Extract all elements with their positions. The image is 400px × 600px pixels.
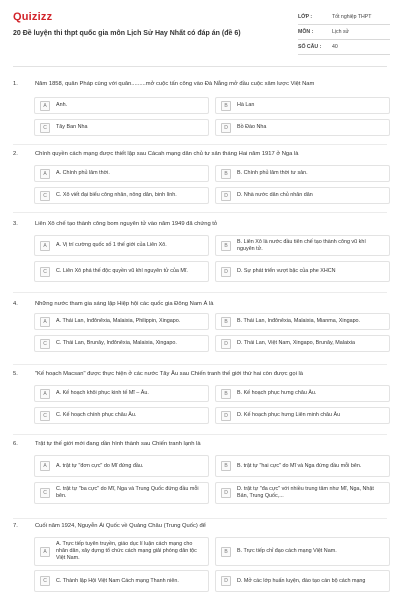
answer-options [34,313,390,352]
option-letter: A [40,547,50,557]
question-number: 6. [13,441,18,447]
option-text: C. Liên Xô phá thế độc quyền vũ khí nguyên tử của Mĩ. [56,268,188,274]
answer-options [34,537,390,592]
question-divider [13,212,387,213]
option-text: Tây Ban Nha [56,124,88,130]
answer-option-a[interactable] [34,385,209,402]
question-stem [13,522,387,530]
meta-key: SỐ CÂU : [298,44,322,50]
question-divider [13,144,387,145]
question-divider [13,518,387,519]
option-text: A. Chính phủ lâm thời. [56,170,110,176]
answer-option-c[interactable] [34,119,209,136]
question-text: Chính quyền cách mạng được thiết lập sau Cácah mạng dân chủ tư sản tháng Hai năm 1917 ở Nga là [35,151,299,157]
option-text: B. Thái Lan, Inđônêxia, Malaixia, Mianma, Xingapo. [237,318,361,324]
option-letter: C [40,576,50,586]
answer-option-c[interactable] [34,187,209,204]
question-text: Năm 1858, quân Pháp cùng với quân.........mở cuộc tấn công vào Đà Nẵng mở đầu cuộc xâm lược Việt Nam [35,81,315,87]
option-letter: D [221,123,231,133]
answer-option-d[interactable] [215,335,390,352]
option-letter: D [221,339,231,349]
worksheet-meta [298,10,390,55]
option-text: C. Kế hoạch chính phục châu Âu. [56,412,137,418]
option-text: A. Vị trí cường quốc số 1 thế giới của Liên Xô. [56,242,167,248]
option-letter: A [40,101,50,111]
answer-options [34,97,390,136]
answer-option-c[interactable] [34,570,209,592]
meta-key: MÔN : [298,29,314,35]
question-number: 1. [13,81,18,87]
question-divider [13,364,387,365]
answer-option-a[interactable] [34,313,209,330]
option-letter: A [40,317,50,327]
quizizz-logo: Quizizz [13,11,53,23]
question-stem [13,80,387,88]
question-number: 2. [13,151,18,157]
option-text: A. Kế hoạch khôi phục kinh tế Mĩ – Âu. [56,390,149,396]
option-text: D. Mở các lớp huấn luyện, đào tạo cán bộ cách mạng [237,577,366,584]
question-number: 3. [13,221,18,227]
option-text: D. trật tự "đa cực" với nhiều trung tâm như Mĩ, Nga, Nhật Bản, Trung Quốc,... [237,486,374,499]
meta-row-class [298,10,390,25]
option-text: Hà Lan [237,102,255,108]
option-text: D. Sự phát triển vượt bậc của phe XHCN [237,268,336,274]
question-stem [13,440,387,448]
question-divider [13,434,387,435]
question-number: 4. [13,301,18,307]
question-5 [0,370,400,436]
question-divider [13,292,387,293]
answer-options [34,235,390,282]
answer-option-a[interactable] [34,235,209,256]
option-letter: B [221,101,231,111]
answer-option-a[interactable] [34,537,209,566]
answer-option-d[interactable] [215,261,390,282]
option-letter: A [40,461,50,471]
option-text: A. trật tự "đơn cực" do Mĩ đứng đầu. [56,462,144,469]
question-2 [0,150,400,216]
answer-option-d[interactable] [215,407,390,424]
meta-row-subject [298,25,390,40]
worksheet-header [0,0,400,64]
answer-option-b[interactable] [215,537,390,566]
option-text: C. Xô viết đại biểu công nhân, nông dân, binh lính. [56,192,177,198]
option-letter: A [40,169,50,179]
answer-options [34,455,390,504]
question-3 [0,220,400,292]
question-6 [0,440,400,520]
option-letter: D [221,488,231,498]
option-text: B. Chính phủ lâm thời tư sản. [237,170,308,176]
option-text: D. Kế hoạch phục hưng Liên minh châu Âu [237,412,341,418]
option-text: Bồ Đào Nha [237,124,267,130]
meta-row-question-count [298,40,390,55]
option-letter: C [40,191,50,201]
meta-value: 40 [332,44,338,50]
answer-option-b[interactable] [215,165,390,182]
option-letter: D [221,267,231,277]
question-number: 5. [13,371,18,377]
answer-option-c[interactable] [34,407,209,424]
option-letter: D [221,576,231,586]
question-text: Cuối năm 1924, Nguyễn Ái Quốc về Quảng Châu (Trung Quốc) để [35,523,206,529]
option-text: C. Thái Lan, Brunây, Inđônêxia, Malaixia, Xingapo. [56,340,177,346]
answer-option-b[interactable] [215,455,390,477]
option-letter: C [40,411,50,421]
answer-option-b[interactable] [215,385,390,402]
header-divider [13,66,387,67]
option-letter: D [221,411,231,421]
question-1 [0,80,400,146]
option-text: Anh. [56,102,68,108]
question-stem [13,150,387,158]
option-text: A. Thái Lan, Inđônêxia, Malaixia, Philippin, Xingapo. [56,318,181,324]
option-letter: C [40,488,50,498]
option-text: D. Thái Lan, Việt Nam, Xingapo, Brunây, Malaixia [237,340,356,346]
option-text: D. Nhà nước dân chủ nhân dân [237,192,313,198]
option-letter: B [221,389,231,399]
option-letter: C [40,339,50,349]
answer-option-d[interactable] [215,482,390,504]
question-stem [13,220,387,228]
option-text: B. Trực tiếp chỉ đạo cách mạng Việt Nam. [237,548,337,554]
answer-option-c[interactable] [34,261,209,282]
meta-key: LỚP : [298,14,313,20]
option-text: C. trật tự "ba cực" do Mĩ, Nga và Trung Quốc đứng đầu mỗi bên. [56,486,199,499]
option-text: B. Liên Xô là nước đầu tiên chế tạo thành công vũ khí nguyên tử. [237,238,366,252]
answer-option-a[interactable] [34,455,209,477]
question-stem [13,370,387,378]
answer-options [34,385,390,424]
answer-option-d[interactable] [215,119,390,136]
worksheet-title: 20 Đề luyện thi thpt quốc gia môn Lịch Sử Hay Nhất có đáp án (đề 6) [13,30,241,37]
question-stem [13,300,387,308]
option-letter: C [40,267,50,277]
answer-option-d[interactable] [215,570,390,592]
answer-option-b[interactable] [215,313,390,330]
option-letter: B [221,317,231,327]
option-letter: B [221,241,231,251]
question-text: Những nước tham gia sáng lập Hiệp hội các quốc gia Đông Nam Á là [35,301,214,307]
option-letter: B [221,169,231,179]
question-text: Trật tự thế giới mới đang dần hình thành sau Chiến tranh lạnh là [35,441,201,447]
question-number: 7. [13,523,18,529]
question-text: Liên Xô chế tạo thành công bom nguyên tử vào năm 1949 đã chứng tỏ [35,221,218,227]
question-text: "Kế hoạch Macsan" được thực hiện ở các nước Tây Âu sau Chiến tranh thế giới thứ hai còn được gọi là [35,371,303,377]
answer-option-b[interactable] [215,235,390,256]
option-letter: B [221,461,231,471]
answer-option-c[interactable] [34,335,209,352]
option-text: B. Kế hoạch phục hưng châu Âu. [237,390,317,396]
question-7 [0,522,400,600]
question-4 [0,300,400,366]
meta-value: Tốt nghiệp THPT [332,14,372,20]
option-letter: B [221,547,231,557]
meta-value: Lịch sử [332,29,350,35]
answer-option-c[interactable] [34,482,209,504]
answer-option-d[interactable] [215,187,390,204]
option-text: C. Thành lập Hội Việt Nam Cách mạng Thanh niên. [56,577,179,584]
answer-option-a[interactable] [34,165,209,182]
option-letter: D [221,191,231,201]
option-text: B. trật tự "hai cực" do Mĩ và Nga đứng đầu mỗi bên. [237,462,362,469]
option-letter: A [40,241,50,251]
answer-option-a[interactable] [34,97,209,114]
option-text: A. Trực tiếp tuyên truyền, giáo dục lí luận cách mạng cho nhân dân, xây dựng tổ chức cách mạng giải phóng dân tộc Việt Nam. [56,541,197,561]
option-letter: A [40,389,50,399]
option-letter: C [40,123,50,133]
answer-options [34,165,390,204]
answer-option-b[interactable] [215,97,390,114]
